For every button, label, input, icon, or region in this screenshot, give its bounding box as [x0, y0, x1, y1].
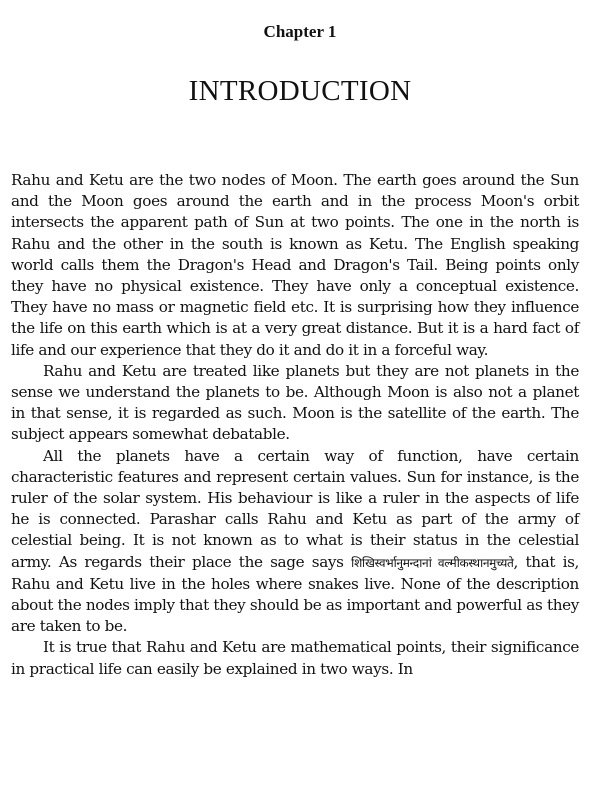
- chapter-title: INTRODUCTION: [188, 75, 412, 107]
- paragraph-3-text-after: , that is, Rahu and Ketu live in the holes where snakes live. None of the description about the nodes imply that they should be as important and powerful as they are taken to be.: [11, 552, 580, 636]
- paragraph-4: It is true that Rahu and Ketu are mathematical points, their significance in practical life can easily be explained in two ways. In: [11, 638, 579, 678]
- paragraph-3: [11, 446, 579, 638]
- sanskrit-quote: शिखिस्वर्भानुमन्दानां वल्मीकस्थानमुच्यते: [351, 555, 514, 570]
- paragraph-2: Rahu and Ketu are treated like planets but they are not planets in the sense we understand the planets to be. Although Moon is also not a planet in that sense, it is regarded as such. Moon is the satellite of the earth. The subject appears somewhat debatable.: [11, 361, 579, 444]
- paragraph-1: Rahu and Ketu are the two nodes of Moon. The earth goes around the Sun and the Moon goes around the earth and in the process Moon's orbit intersects the apparent path of Sun at two points. The one in the north is Rahu and the other in the south is known as Ketu. The English speaking world calls them the Dragon's Head and Dragon's Tail. Being points only they have no physical existence. They have only a conceptual existence. They have no mass or magnetic field etc. It is surprising how they influence the life on this earth which is at a very great distance. But it is a hard fact of life and our experience that they do it and do it in a forceful way.: [11, 171, 579, 359]
- chapter-body: [11, 170, 579, 680]
- paragraph-3-text-before: All the planets have a certain way of function, have certain characteristic features and represent certain values. Sun for instance, is the ruler of the solar system. His behaviour is like a ruler in the aspects of life he is connected. Parashar calls Rahu and Ketu as part of the army of celestial being. It is not known as to what is their status in the celestial army. As regards their place the sage says: [11, 446, 579, 571]
- chapter-label: Chapter 1: [263, 22, 337, 41]
